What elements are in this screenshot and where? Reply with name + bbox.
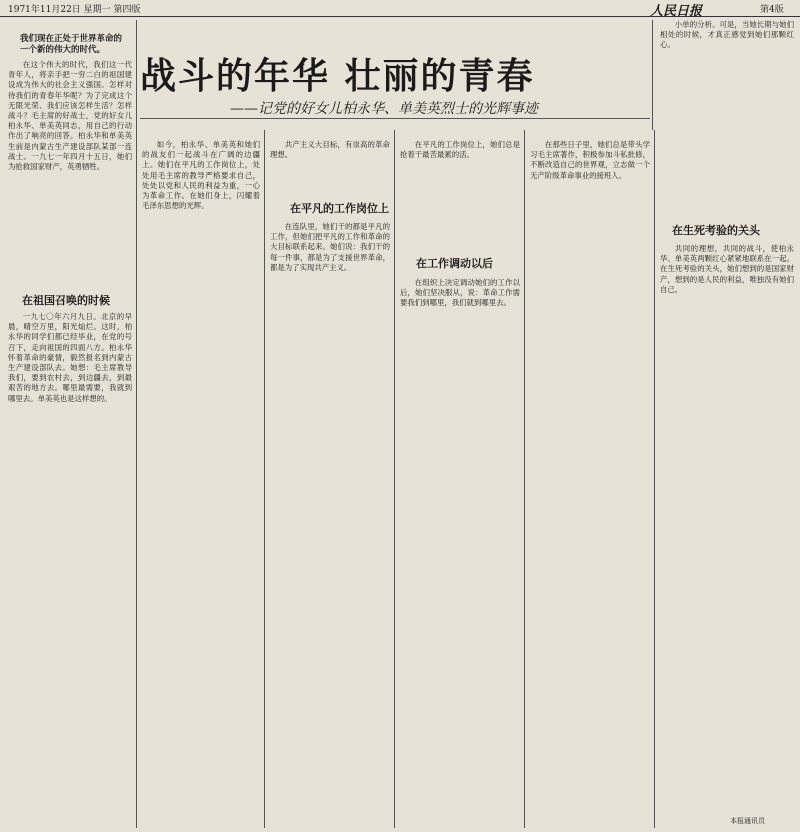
lead-paragraph: 我们现在正处于世界革命的一个新的伟大的时代。 [20,34,123,55]
masthead [0,0,800,17]
headline: 战斗的年华 壮丽的青春 [140,56,535,97]
column-rule-5 [524,130,525,828]
column-4-top: 在平凡的工作岗位上，她们总是抢着干最苦最累的活。 [400,140,520,160]
byline: 本报通讯员 [730,817,765,825]
column-rule-1 [136,20,137,828]
column-3-bottom: 在连队里，她们干的都是平凡的工作，但她们把平凡的工作和革命的大目标联系起来。她们说：我们干的每一件事，都是为了支援世界革命，都是为了实现共产主义。 [270,222,390,272]
column-rule-6 [654,130,655,828]
column-6-top: 小单的分析。可是，当她长期与她们相处的时候，才真正感觉到她们那颗红心。 [660,20,794,50]
column-rule-4 [394,130,395,828]
column-5: 在那些日子里，她们总是带头学习毛主席著作，积极参加斗私批修，不断改造自己的世界观，立志做一个无产阶级革命事业的接班人。 [530,140,650,180]
section-heading-3: 在工作调动以后 [416,257,493,270]
page-number: 第4版 [760,5,784,15]
column-1-top: 在这个伟大的时代，我们这一代青年人，将亲手把一穷二白的祖国建设成为伟大的社会主义强国。怎样对待我们的青春年华呢？为了完成这个无限光荣、我们应该怎样生活？怎样战斗？毛主席的好战士，党的好女儿柏永华、单美英同志，用自己的行动作出了响亮的回答。柏永华和单美英生前是内蒙古生产建设部队某部一连战士。一九七一年四月十五日，她们为抢救国家财产，英勇牺牲。 [8,60,132,172]
issue-date: 1971年11月22日 星期一 第四版 [8,5,141,15]
column-6-bottom: 共同的理想，共同的战斗，使柏永华、单美英两颗红心紧紧地联系在一起。在生死考验的关头，她们想到的是国家财产，想到的是人民的利益，唯独没有她们自己。 [660,244,794,294]
column-rule-2 [652,20,653,130]
headline-rule [140,118,650,119]
section-heading-1: 在祖国召唤的时候 [22,294,110,307]
section-heading-4: 在生死考验的关头 [672,224,760,237]
newspaper-name: 人民日报 [650,4,703,19]
section-heading-2: 在平凡的工作岗位上 [290,202,389,215]
subheadline: ——记党的好女儿柏永华、单美英烈士的光辉事迹 [230,101,538,117]
column-2: 如今，柏永华、单美英和她们的战友们一起战斗在广阔的边疆上。她们在平凡的工作岗位上，处处用毛主席的教导严格要求自己，处处以党和人民的利益为重，一心为革命工作。在她们身上，闪耀着毛泽东思想的光辉。 [142,140,260,211]
column-4-bottom: 在组织上决定调动她们的工作以后，她们坚决服从，说：革命工作需要我们到哪里，我们就到哪里去。 [400,278,520,308]
column-1-bottom: 一九七〇年六月九日。北京的早晨，晴空万里，阳光灿烂。这时，柏永华的同学们都已经毕业，在党的号召下，走向祖国的四面八方。柏永华怀着革命的豪情，毅然报名到内蒙古生产建设部队去。她想：毛主席教导我们，要到农村去，到边疆去，到最艰苦的地方去。哪里最需要，我就到哪里去。单美英也是这样想的。 [8,312,132,403]
column-rule-3 [264,130,265,828]
column-3-top: 共产主义大目标，有崇高的革命理想。 [270,140,390,160]
